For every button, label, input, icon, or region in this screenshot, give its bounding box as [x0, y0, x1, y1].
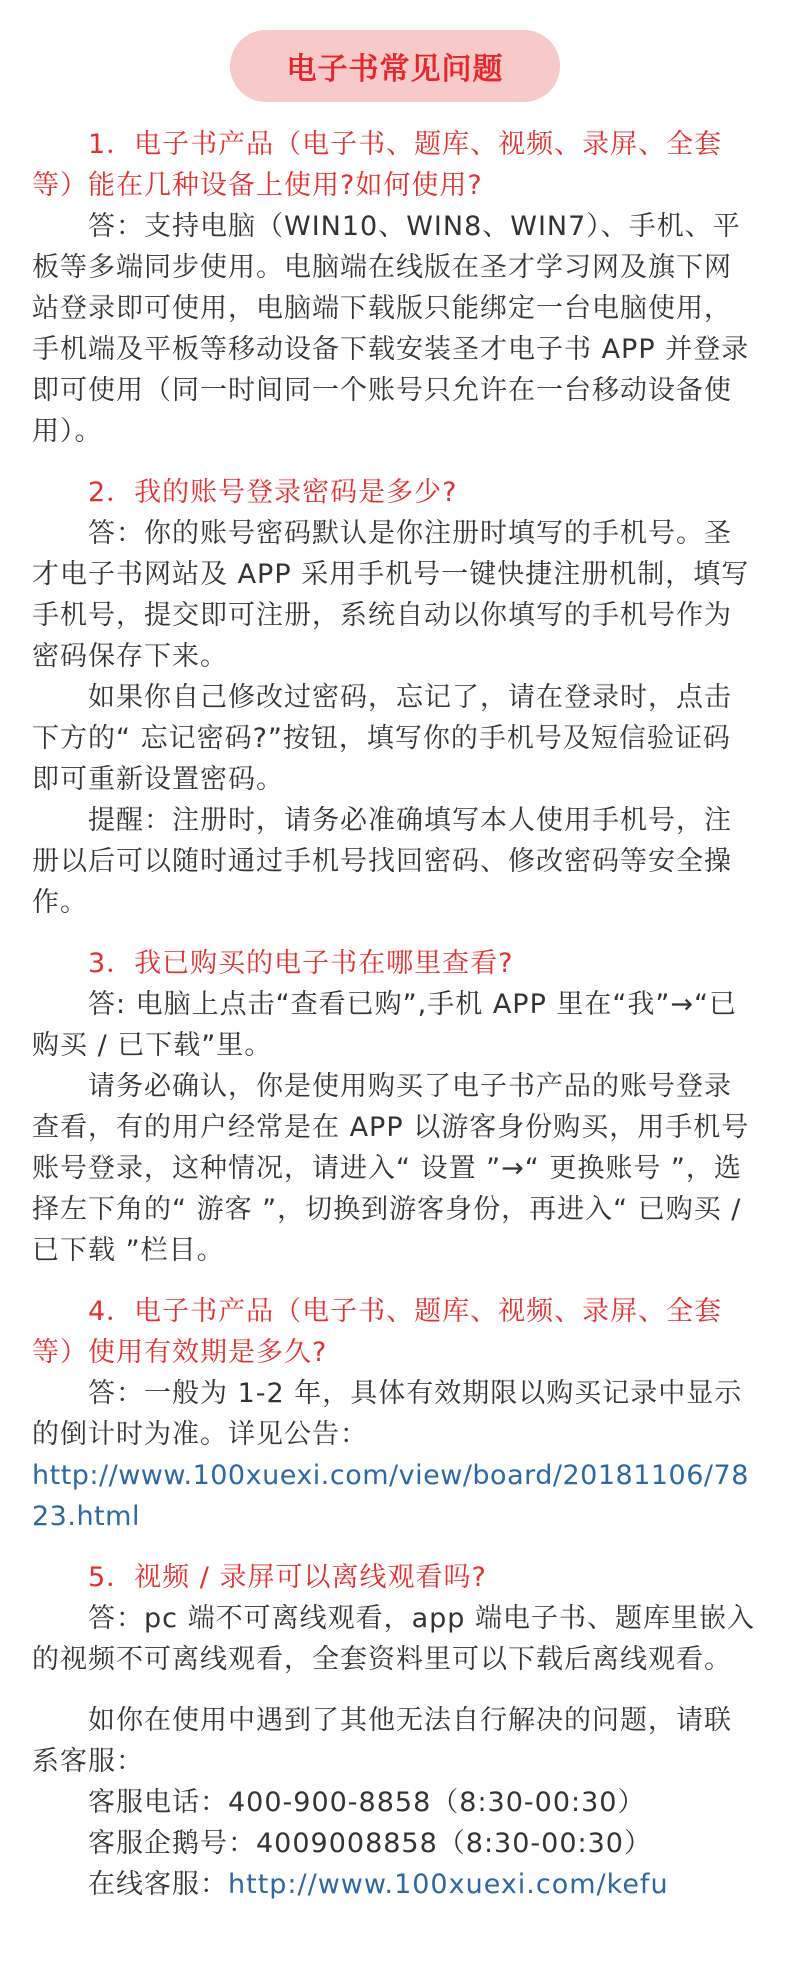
faq-answer-2-paragraph-3: 提醒：注册时，请务必准确填写本人使用手机号，注册以后可以随时通过手机号找回密码、修改密码等安全操作。 — [32, 805, 732, 918]
contact-intro: 如你在使用中遇到了其他无法自行解决的问题，请联系客服： — [32, 1705, 732, 1777]
contact-online-label: 在线客服： — [88, 1869, 228, 1900]
faq-answer-2-paragraph-1: 答：你的账号密码默认是你注册时填写的手机号。圣才电子书网站及 APP 采用手机号一键快捷注册机制，填写手机号，提交即可注册，系统自动以你填写的手机号作为密码保存下来。 — [32, 518, 750, 672]
faq-question-3: 3．我已购买的电子书在哪里查看? — [88, 948, 514, 979]
contact-qq: 客服企鹅号：4009008858（8:30-00:30） — [88, 1828, 652, 1859]
faq-question-5: 5．视频 / 录屏可以离线观看吗? — [88, 1562, 487, 1593]
online-service-link[interactable]: http://www.100xuexi.com/kefu — [228, 1869, 669, 1900]
faq-answer-5-paragraph-1: 答：pc 端不可离线观看，app 端电子书、题库里嵌入的视频不可离线观看，全套资料里可以下载后离线观看。 — [32, 1603, 755, 1675]
faq-section-1 — [32, 124, 758, 452]
faq-answer-2-paragraph-2: 如果你自己修改过密码，忘记了，请在登录时，点击下方的“ 忘记密码?”按钮，填写你的手机号及短信验证码即可重新设置密码。 — [32, 682, 732, 795]
faq-section-5 — [32, 1557, 758, 1680]
page-title: 电子书常见问题 — [230, 30, 560, 102]
contact-section — [32, 1700, 758, 1905]
faq-section-3 — [32, 943, 758, 1271]
faq-question-1: 1．电子书产品（电子书、题库、视频、录屏、全套等）能在几种设备上使用?如何使用? — [32, 129, 723, 201]
faq-question-4: 4．电子书产品（电子书、题库、视频、录屏、全套等）使用有效期是多久? — [32, 1296, 723, 1368]
faq-answer-3-paragraph-2: 请务必确认，你是使用购买了电子书产品的账号登录查看，有的用户经常是在 APP 以游客身份购买，用手机号账号登录，这种情况，请进入“ 设置 ”→“ 更换账号 ”，选择左下角的“ 游客 ”，切换到游客身份，再进入“ 已购买 / 已下载 ”栏目。 — [32, 1071, 750, 1266]
contact-phone: 客服电话：400-900-8858（8:30-00:30） — [88, 1787, 646, 1818]
announcement-link[interactable]: http://www.100xuexi.com/view/board/20181106/7823.html — [32, 1460, 749, 1532]
faq-section-4 — [32, 1291, 758, 1537]
faq-answer-4-paragraph-1: 答：一般为 1-2 年，具体有效期限以购买记录中显示的倒计时为准。详见公告： — [32, 1378, 743, 1450]
faq-section-2 — [32, 472, 758, 923]
faq-answer-4-link-line — [32, 1455, 758, 1537]
faq-question-2: 2．我的账号登录密码是多少? — [88, 477, 458, 508]
faq-answer-3-paragraph-1: 答: 电脑上点击“查看已购”,手机 APP 里在“我”→“已购买 / 已下载”里。 — [32, 989, 738, 1061]
contact-online — [32, 1864, 758, 1905]
faq-answer-1-paragraph-1: 答：支持电脑（WIN10、WIN8、WIN7）、手机、平板等多端同步使用。电脑端在线版在圣才学习网及旗下网站登录即可使用，电脑端下载版只能绑定一台电脑使用，手机端及平板等移动设备下载安装圣才电子书 APP 并登录即可使用（同一时间同一个账号只允许在一台移动设备使用）。 — [32, 211, 750, 447]
